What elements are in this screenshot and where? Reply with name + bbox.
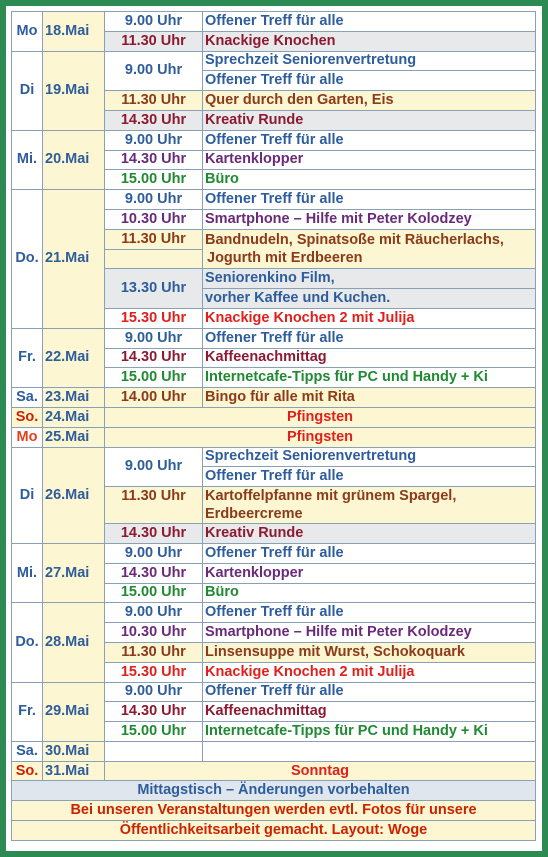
time-cell: 15.30 Uhr	[105, 662, 203, 682]
day-label: So.	[12, 407, 43, 427]
day-label: Mi.	[12, 130, 43, 189]
event-cell: vorher Kaffee und Kuchen.	[203, 289, 536, 309]
day-label: Do.	[12, 190, 43, 329]
time-cell-empty	[105, 249, 203, 269]
event-cell: Internetcafe-Tipps für PC und Handy + Ki	[203, 722, 536, 742]
event-cell	[203, 487, 536, 524]
table-row	[12, 190, 536, 210]
event-line: Jogurth mit Erdbeeren	[207, 250, 363, 267]
date-label: 21.Mai	[43, 190, 105, 329]
day-label: Sa.	[12, 388, 43, 408]
event-cell: Offener Treff für alle	[203, 71, 536, 91]
event-cell: Kreativ Runde	[203, 110, 536, 130]
event-cell: Offener Treff für alle	[203, 543, 536, 563]
date-label: 19.Mai	[43, 51, 105, 130]
event-cell: Offener Treff für alle	[203, 12, 536, 32]
holiday-cell: Pfingsten	[105, 407, 536, 427]
event-cell: Knackige Knochen 2 mit Julija	[203, 308, 536, 328]
day-label: So.	[12, 761, 43, 781]
event-line: Kartoffelpfanne mit grünem Spargel,	[205, 488, 457, 505]
event-cell: Linsensuppe mit Wurst, Schokoquark	[203, 642, 536, 662]
event-cell: Seniorenkino Film,	[203, 269, 536, 289]
footer-mittagstisch: Mittagstisch – Änderungen vorbehalten	[12, 781, 536, 801]
time-cell-empty	[105, 741, 203, 761]
time-cell: 14.30 Uhr	[105, 348, 203, 368]
event-cell: Sprechzeit Seniorenvertretung	[203, 51, 536, 71]
event-cell: Bingo für alle mit Rita	[203, 388, 536, 408]
date-label: 31.Mai	[43, 761, 105, 781]
table-row	[12, 328, 536, 348]
footer-fotos-line1: Bei unseren Veranstaltungen werden evtl. Fotos für unsere	[12, 801, 536, 821]
event-cell: Büro	[203, 170, 536, 190]
event-cell: Kaffeenachmittag	[203, 348, 536, 368]
time-cell: 14.30 Uhr	[105, 524, 203, 544]
table-row	[12, 603, 536, 623]
day-label: Mi.	[12, 543, 43, 602]
time-cell: 15.00 Uhr	[105, 583, 203, 603]
time-cell: 9.00 Uhr	[105, 51, 203, 91]
time-cell: 11.30 Uhr	[105, 229, 203, 249]
event-cell: Smartphone – Hilfe mit Peter Kolodzey	[203, 623, 536, 643]
event-cell: Knackige Knochen	[203, 31, 536, 51]
footer-row	[12, 821, 536, 841]
time-cell: 13.30 Uhr	[105, 269, 203, 309]
event-line: Erdbeercreme	[205, 506, 303, 523]
date-label: 25.Mai	[43, 427, 105, 447]
event-cell: Offener Treff für alle	[203, 130, 536, 150]
event-cell: Büro	[203, 583, 536, 603]
day-label: Di	[12, 51, 43, 130]
date-label: 24.Mai	[43, 407, 105, 427]
event-cell: Kartenklopper	[203, 150, 536, 170]
table-row	[12, 761, 536, 781]
day-label: Fr.	[12, 682, 43, 741]
day-label: Fr.	[12, 328, 43, 387]
time-cell: 9.00 Uhr	[105, 130, 203, 150]
time-cell: 10.30 Uhr	[105, 623, 203, 643]
time-cell: 14.30 Uhr	[105, 150, 203, 170]
table-row	[12, 51, 536, 71]
event-cell: Offener Treff für alle	[203, 467, 536, 487]
date-label: 22.Mai	[43, 328, 105, 387]
table-row	[12, 447, 536, 467]
time-cell: 14.00 Uhr	[105, 388, 203, 408]
event-cell: Internetcafe-Tipps für PC und Handy + Ki	[203, 368, 536, 388]
date-label: 27.Mai	[43, 543, 105, 602]
time-cell: 11.30 Uhr	[105, 487, 203, 524]
event-cell: Offener Treff für alle	[203, 328, 536, 348]
event-line: Bandnudeln, Spinatsoße mit Räucherlachs,	[205, 232, 504, 249]
event-cell-empty	[203, 741, 536, 761]
table-row	[12, 741, 536, 761]
table-row	[12, 543, 536, 563]
time-cell: 15.00 Uhr	[105, 170, 203, 190]
date-label: 26.Mai	[43, 447, 105, 543]
date-label: 18.Mai	[43, 12, 105, 52]
date-label: 30.Mai	[43, 741, 105, 761]
sunday-cell: Sonntag	[105, 761, 536, 781]
event-cell: Kreativ Runde	[203, 524, 536, 544]
day-label: Di	[12, 447, 43, 543]
table-row	[12, 682, 536, 702]
event-cell: Offener Treff für alle	[203, 603, 536, 623]
time-cell: 9.00 Uhr	[105, 12, 203, 32]
footer-fotos-line2: Öffentlichkeitsarbeit gemacht. Layout: Woge	[12, 821, 536, 841]
time-cell: 15.30 Uhr	[105, 308, 203, 328]
time-cell: 15.00 Uhr	[105, 722, 203, 742]
time-cell: 9.00 Uhr	[105, 682, 203, 702]
time-cell: 9.00 Uhr	[105, 328, 203, 348]
table-row	[12, 407, 536, 427]
time-cell: 14.30 Uhr	[105, 702, 203, 722]
time-cell: 14.30 Uhr	[105, 563, 203, 583]
day-label: Do.	[12, 603, 43, 682]
table-row	[12, 427, 536, 447]
event-cell: Offener Treff für alle	[203, 190, 536, 210]
table-row	[12, 130, 536, 150]
day-label: Mo	[12, 12, 43, 52]
date-label: 29.Mai	[43, 682, 105, 741]
time-cell: 9.00 Uhr	[105, 603, 203, 623]
time-cell: 11.30 Uhr	[105, 91, 203, 111]
time-cell: 10.30 Uhr	[105, 209, 203, 229]
time-cell: 11.30 Uhr	[105, 642, 203, 662]
time-cell: 9.00 Uhr	[105, 447, 203, 487]
event-cell: Kartenklopper	[203, 563, 536, 583]
date-label: 20.Mai	[43, 130, 105, 189]
event-cell: Knackige Knochen 2 mit Julija	[203, 662, 536, 682]
table-row	[12, 388, 536, 408]
date-label: 28.Mai	[43, 603, 105, 682]
time-cell: 9.00 Uhr	[105, 190, 203, 210]
footer-row	[12, 781, 536, 801]
date-label: 23.Mai	[43, 388, 105, 408]
event-cell: Kaffeenachmittag	[203, 702, 536, 722]
schedule-table	[11, 11, 536, 841]
time-cell: 11.30 Uhr	[105, 31, 203, 51]
time-cell: 14.30 Uhr	[105, 110, 203, 130]
event-cell	[203, 229, 536, 269]
day-label: Mo	[12, 427, 43, 447]
event-cell: Smartphone – Hilfe mit Peter Kolodzey	[203, 209, 536, 229]
event-cell: Sprechzeit Seniorenvertretung	[203, 447, 536, 467]
time-cell: 15.00 Uhr	[105, 368, 203, 388]
time-cell: 9.00 Uhr	[105, 543, 203, 563]
table-row	[12, 12, 536, 32]
day-label: Sa.	[12, 741, 43, 761]
event-cell: Offener Treff für alle	[203, 682, 536, 702]
footer-row	[12, 801, 536, 821]
event-cell: Quer durch den Garten, Eis	[203, 91, 536, 111]
holiday-cell: Pfingsten	[105, 427, 536, 447]
